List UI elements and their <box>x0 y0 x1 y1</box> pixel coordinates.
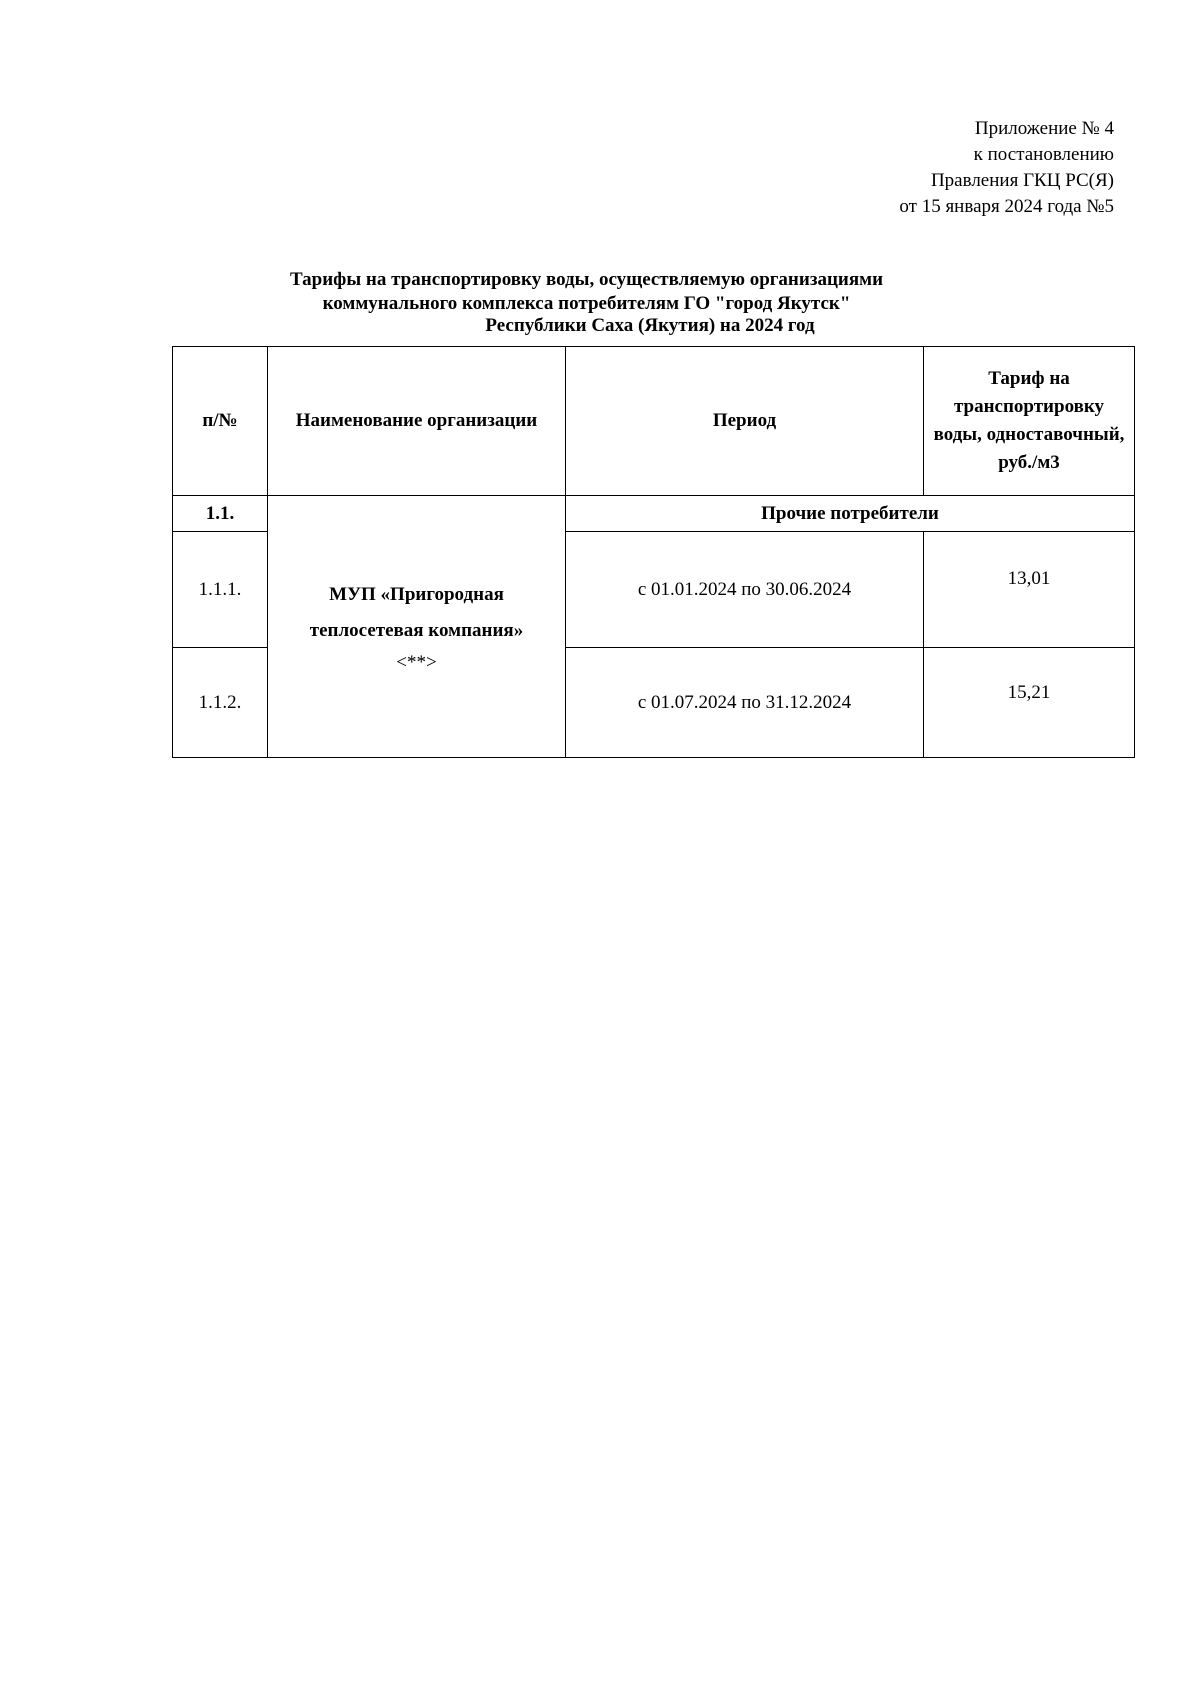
appendix-authority: Правления ГКЦ РС(Я) <box>930 170 1114 191</box>
header-number: п/№ <box>173 347 268 496</box>
row-number: 1.1.2. <box>173 648 268 758</box>
row-tariff: 15,21 <box>924 648 1135 758</box>
row-number: 1.1.1. <box>173 532 268 648</box>
row-tariff: 13,01 <box>924 532 1135 648</box>
header-organization: Наименование организации <box>268 347 566 496</box>
group-label: Прочие потребители <box>566 496 1135 532</box>
table-group-row <box>173 496 1135 532</box>
table-header-row <box>173 347 1135 496</box>
title-line-3: Республики Саха (Якутия) на 2024 год <box>485 315 815 336</box>
title-line-2: коммунального комплекса потребителям ГО "город Якутск" <box>322 293 851 314</box>
title-line-1: Тарифы на транспортировку воды, осуществляемую организациями <box>289 269 884 290</box>
organization-name: МУП «Пригородная теплосетевая компания» <box>309 583 524 641</box>
row-period: с 01.01.2024 по 30.06.2024 <box>566 532 924 648</box>
appendix-reference: к постановлению <box>973 144 1114 165</box>
appendix-number: Приложение № 4 <box>974 118 1114 139</box>
appendix-date: от 15 января 2024 года №5 <box>899 196 1114 217</box>
organization-cell <box>268 496 566 758</box>
header-tariff: Тариф на транспортировку воды, одноставочный, руб./м3 <box>924 347 1135 496</box>
header-period: Период <box>566 347 924 496</box>
organization-note: <**> <box>396 651 437 673</box>
appendix-block <box>899 116 1114 220</box>
group-number: 1.1. <box>173 496 268 532</box>
row-period: с 01.07.2024 по 31.12.2024 <box>566 648 924 758</box>
tariff-table <box>172 346 1135 758</box>
document-title <box>170 268 1135 336</box>
